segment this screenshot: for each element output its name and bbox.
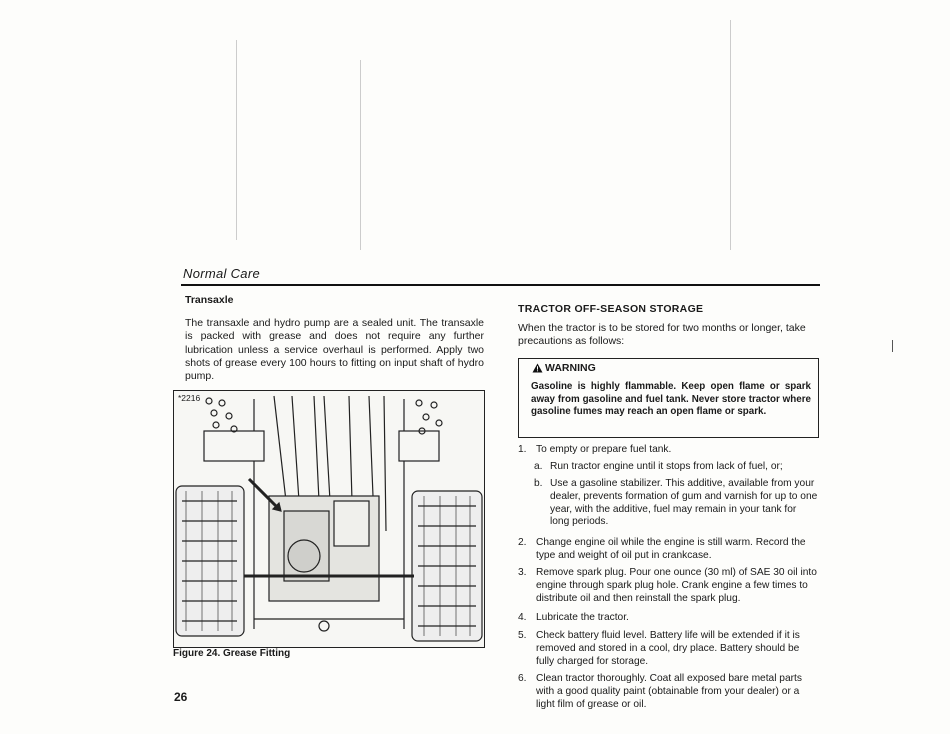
step-number: 5. <box>518 630 527 641</box>
step-text: To empty or prepare fuel tank. <box>536 444 672 455</box>
scan-artifact <box>892 340 893 352</box>
transaxle-paragraph: The transaxle and hydro pump are a sealed unit. The transaxle is packed with grease and does not require any further lubrication unless a service overhaul is performed. Apply two shots of grease every 100 hours to fitting on input shaft of hydro pump. <box>185 317 484 383</box>
step-text: Clean tractor thoroughly. Coat all exposed bare metal parts with a good quality paint (obtainable from your dealer) or a light film of grease or oil. <box>536 673 802 710</box>
warning-title-label: WARNING <box>545 362 596 374</box>
transaxle-heading: Transaxle <box>185 294 234 306</box>
grease-fitting-figure <box>173 390 485 648</box>
scan-artifact <box>730 20 731 250</box>
storage-heading: TRACTOR OFF-SEASON STORAGE <box>518 303 704 315</box>
warning-text: Gasoline is highly flammable. Keep open flame or spark away from gasoline and fuel tank. Never store tractor where gasoline fumes may reach an open flame or spark. <box>531 381 811 418</box>
step-text: Lubricate the tractor. <box>536 612 629 623</box>
step-text: Check battery fluid level. Battery life will be extended if it is removed and stored in a cool, dry place. Battery should be fully charged for storage. <box>536 630 800 667</box>
step-number: 2. <box>518 537 527 548</box>
step-text: Use a gasoline stabilizer. This additive, available from your dealer, prevents formation of gum and varnish for up to one year, with the additive, fuel may remain in your tank for long periods. <box>550 478 818 528</box>
scan-artifact <box>360 60 361 250</box>
step-number: 3. <box>518 567 527 578</box>
warning-title <box>532 362 596 374</box>
step-number: 1. <box>518 444 527 455</box>
heading-rule <box>181 284 820 286</box>
warning-box <box>518 358 819 438</box>
step-text: Change engine oil while the engine is still warm. Record the type and weight of oil put in crankcase. <box>536 537 806 561</box>
section-heading: Normal Care <box>183 266 260 281</box>
figure-number: *2216 <box>178 393 201 403</box>
step-text: Run tractor engine until it stops from lack of fuel, or; <box>550 461 783 472</box>
page-number: 26 <box>174 690 188 704</box>
tractor-underside-illustration <box>174 391 484 647</box>
storage-intro: When the tractor is to be stored for two months or longer, take precautions as follows: <box>518 322 806 347</box>
warning-triangle-icon <box>532 363 543 373</box>
step-number: 4. <box>518 612 527 623</box>
step-number: a. <box>534 461 543 472</box>
step-number: 6. <box>518 673 527 684</box>
step-number: b. <box>534 478 543 489</box>
step-text: Remove spark plug. Pour one ounce (30 ml) of SAE 30 oil into engine through spark plug hole. Crank engine a few times to distribute oil and then reinstall the spark plug. <box>536 567 817 604</box>
scan-artifact <box>236 40 237 240</box>
figure-caption: Figure 24. Grease Fitting <box>173 648 291 659</box>
